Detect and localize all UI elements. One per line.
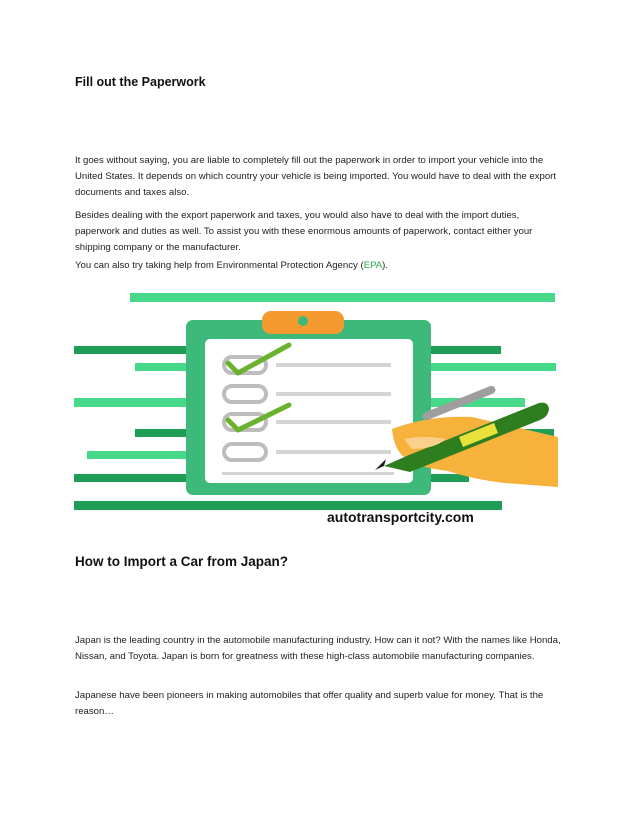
paragraph-paperwork-intro bbox=[75, 153, 565, 201]
clipboard-clip-hole bbox=[298, 316, 308, 326]
paragraph-text: Japan is the leading country in the automobile manufacturing industry. How can it not? With the names like Honda, Nissan, and Toyota. Japan is born for greatness with these high-class automobile manufacturing companies. bbox=[75, 635, 561, 662]
paragraph-epa bbox=[75, 258, 565, 274]
epa-link[interactable]: EPA bbox=[363, 260, 383, 271]
paragraph-text: Besides dealing with the export paperwork and taxes, you would also have to deal with the import duties, paperwork and duties as well. To assist you with these enormous amounts of paperwork, contact either your shipping company or the manufacturer. bbox=[75, 210, 533, 253]
watermark-text: autotransportcity.com bbox=[327, 509, 474, 525]
section-heading-paperwork: Fill out the Paperwork bbox=[75, 75, 206, 89]
paragraph-text: It goes without saying, you are liable to completely fill out the paperwork in order to import your vehicle into the United States. It depends on which country your vehicle is being imported. You would have to deal with the export documents and taxes also. bbox=[75, 155, 557, 198]
section-heading-japan: How to Import a Car from Japan? bbox=[75, 554, 289, 569]
paperwork-illustration bbox=[74, 289, 558, 527]
list-line bbox=[276, 392, 391, 396]
list-line bbox=[276, 363, 391, 367]
list-line bbox=[276, 450, 391, 454]
stripe bbox=[74, 346, 192, 354]
stripe bbox=[429, 363, 556, 371]
epa-text-prefix: You can also try taking help from Environmental Protection Agency ( bbox=[75, 260, 364, 271]
stripe bbox=[74, 398, 194, 407]
paragraph-text bbox=[75, 258, 565, 274]
paragraph-import-duties bbox=[75, 208, 565, 256]
paragraph-japan-intro bbox=[75, 633, 565, 665]
stripe bbox=[429, 346, 501, 354]
paragraph-text: Japanese have been pioneers in making automobiles that offer quality and superb value for money. That is the reason… bbox=[75, 690, 544, 717]
epa-text-suffix: ). bbox=[382, 260, 389, 271]
stripe bbox=[135, 429, 194, 437]
list-line bbox=[222, 472, 394, 475]
list-line bbox=[276, 420, 391, 424]
stripe bbox=[87, 451, 195, 459]
stripe bbox=[130, 293, 555, 302]
paragraph-japan-pioneers bbox=[75, 688, 565, 720]
stripe bbox=[135, 363, 194, 371]
stripe bbox=[74, 474, 194, 482]
